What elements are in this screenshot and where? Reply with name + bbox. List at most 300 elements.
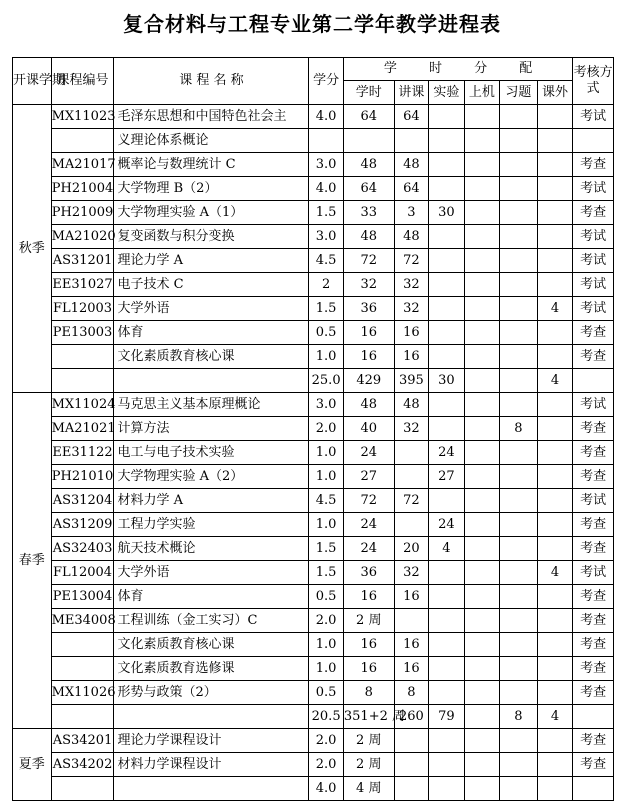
term-label: 夏季	[13, 729, 52, 801]
cell-lecture: 16	[394, 321, 429, 345]
header-computer: 上机	[464, 81, 500, 105]
cell-computer	[464, 105, 500, 129]
cell-lecture: 20	[394, 537, 429, 561]
cell-extra	[537, 393, 573, 417]
cell-hours: 2 周	[343, 609, 394, 633]
cell-credit: 3.0	[309, 225, 344, 249]
cell-credit: 1.0	[309, 513, 344, 537]
course-code: MX11023	[51, 105, 114, 129]
cell-computer	[464, 249, 500, 273]
cell-exercise	[500, 129, 538, 153]
cell-lecture: 32	[394, 273, 429, 297]
exam-type: 考查	[573, 513, 614, 537]
table-row	[13, 417, 614, 441]
cell-lab	[429, 297, 465, 321]
cell-hours: 2 周	[343, 753, 394, 777]
total-credit: 4.0	[309, 777, 344, 801]
course-code: EE31122	[51, 441, 114, 465]
course-name: 文化素质教育核心课	[114, 633, 309, 657]
course-code: MX11026	[51, 681, 114, 705]
cell-extra	[537, 273, 573, 297]
cell-exercise	[500, 393, 538, 417]
cell-hours: 48	[343, 393, 394, 417]
cell-computer	[464, 345, 500, 369]
cell-lab	[429, 393, 465, 417]
cell-lecture: 48	[394, 153, 429, 177]
cell-credit: 1.0	[309, 441, 344, 465]
table-row	[13, 681, 614, 705]
course-code: FL12003	[51, 297, 114, 321]
cell-extra	[537, 537, 573, 561]
cell-hours: 33	[343, 201, 394, 225]
total-exam-empty	[573, 369, 614, 393]
cell-hours: 16	[343, 633, 394, 657]
cell-credit: 2.0	[309, 417, 344, 441]
cell-exercise: 8	[500, 417, 538, 441]
cell-computer	[464, 633, 500, 657]
cell-lecture: 16	[394, 345, 429, 369]
cell-lab	[429, 561, 465, 585]
cell-computer	[464, 201, 500, 225]
cell-exercise	[500, 153, 538, 177]
total-exercise	[500, 369, 538, 393]
cell-computer	[464, 441, 500, 465]
cell-lecture: 64	[394, 105, 429, 129]
table-row	[13, 441, 614, 465]
course-code: ME34008	[51, 609, 114, 633]
cell-lab	[429, 105, 465, 129]
table-row	[13, 513, 614, 537]
header-exercise: 习题	[500, 81, 538, 105]
cell-lab	[429, 657, 465, 681]
cell-credit: 1.5	[309, 297, 344, 321]
exam-type: 考试	[573, 561, 614, 585]
course-name: 大学物理实验 A（1）	[114, 201, 309, 225]
cell-credit: 1.0	[309, 465, 344, 489]
cell-lab	[429, 225, 465, 249]
cell-lab	[429, 681, 465, 705]
cell-hours: 16	[343, 345, 394, 369]
exam-type: 考查	[573, 201, 614, 225]
cell-exercise	[500, 105, 538, 129]
course-code: MA21021	[51, 417, 114, 441]
course-code: PE13004	[51, 585, 114, 609]
cell-hours: 16	[343, 321, 394, 345]
total-hours: 4 周	[343, 777, 394, 801]
cell-credit: 1.0	[309, 633, 344, 657]
cell-extra: 4	[537, 297, 573, 321]
table-row	[13, 657, 614, 681]
course-name: 文化素质教育选修课	[114, 657, 309, 681]
header-hours-group: 学 时 分 配	[343, 58, 572, 81]
cell-extra	[537, 321, 573, 345]
cell-hours: 2 周	[343, 729, 394, 753]
course-name: 大学外语	[114, 561, 309, 585]
header-code: 课程编号	[51, 58, 114, 105]
course-name: 理论力学课程设计	[114, 729, 309, 753]
cell-computer	[464, 585, 500, 609]
total-computer	[464, 777, 500, 801]
cell-exercise	[500, 273, 538, 297]
cell-computer	[464, 753, 500, 777]
cell-credit: 1.0	[309, 345, 344, 369]
cell-extra	[537, 753, 573, 777]
course-name: 工程训练（金工实习）C	[114, 609, 309, 633]
total-row	[13, 705, 614, 729]
cell-lecture	[394, 609, 429, 633]
cell-hours: 24	[343, 441, 394, 465]
cell-lab	[429, 753, 465, 777]
cell-credit: 1.5	[309, 537, 344, 561]
cell-hours: 64	[343, 105, 394, 129]
cell-computer	[464, 513, 500, 537]
table-row	[13, 609, 614, 633]
course-code: AS32403	[51, 537, 114, 561]
cell-lab	[429, 609, 465, 633]
exam-type: 考试	[573, 177, 614, 201]
cell-computer	[464, 561, 500, 585]
cell-credit	[309, 129, 344, 153]
cell-hours: 72	[343, 249, 394, 273]
exam-type: 考查	[573, 321, 614, 345]
course-code: FL12004	[51, 561, 114, 585]
total-code-empty	[51, 777, 114, 801]
course-name: 理论力学 A	[114, 249, 309, 273]
cell-extra	[537, 633, 573, 657]
cell-lab	[429, 153, 465, 177]
cell-exercise	[500, 729, 538, 753]
cell-computer	[464, 417, 500, 441]
cell-credit: 0.5	[309, 321, 344, 345]
cell-lab	[429, 633, 465, 657]
table-row	[13, 105, 614, 129]
cell-lab	[429, 129, 465, 153]
course-code: MA21020	[51, 225, 114, 249]
total-credit: 20.5	[309, 705, 344, 729]
cell-computer	[464, 489, 500, 513]
table-row	[13, 153, 614, 177]
cell-extra	[537, 585, 573, 609]
cell-lab	[429, 249, 465, 273]
course-name: 概率论与数理统计 C	[114, 153, 309, 177]
total-lab: 79	[429, 705, 465, 729]
course-code	[51, 129, 114, 153]
course-name: 义理论体系概论	[114, 129, 309, 153]
cell-credit: 3.0	[309, 393, 344, 417]
term-label: 春季	[13, 393, 52, 729]
table-row	[13, 633, 614, 657]
cell-hours: 72	[343, 489, 394, 513]
page-title: 复合材料与工程专业第二学年教学进程表	[123, 12, 501, 36]
table-row	[13, 201, 614, 225]
exam-type: 考试	[573, 393, 614, 417]
cell-lecture	[394, 753, 429, 777]
total-computer	[464, 369, 500, 393]
cell-exercise	[500, 513, 538, 537]
course-code: PH21010	[51, 465, 114, 489]
table-row	[13, 345, 614, 369]
cell-computer	[464, 153, 500, 177]
cell-credit: 2.0	[309, 753, 344, 777]
course-name: 复变函数与积分变换	[114, 225, 309, 249]
cell-extra	[537, 177, 573, 201]
cell-hours: 16	[343, 585, 394, 609]
total-exam-empty	[573, 777, 614, 801]
table-row	[13, 273, 614, 297]
header-hours: 学时	[343, 81, 394, 105]
exam-type: 考查	[573, 729, 614, 753]
table-row	[13, 465, 614, 489]
cell-lecture: 8	[394, 681, 429, 705]
header-term: 开课学期	[13, 58, 52, 105]
cell-extra	[537, 129, 573, 153]
cell-lecture: 32	[394, 417, 429, 441]
cell-exercise	[500, 345, 538, 369]
table-row	[13, 753, 614, 777]
table-row	[13, 537, 614, 561]
course-name: 航天技术概论	[114, 537, 309, 561]
course-code: PE13003	[51, 321, 114, 345]
header-name: 课 程 名 称	[114, 58, 309, 105]
exam-type: 考查	[573, 465, 614, 489]
cell-credit: 2.0	[309, 729, 344, 753]
cell-extra	[537, 681, 573, 705]
total-lab	[429, 777, 465, 801]
course-name: 马克思主义基本原理概论	[114, 393, 309, 417]
cell-credit: 1.5	[309, 201, 344, 225]
header-lab: 实验	[429, 81, 465, 105]
cell-credit: 1.5	[309, 561, 344, 585]
cell-extra	[537, 249, 573, 273]
cell-extra	[537, 513, 573, 537]
total-exam-empty	[573, 705, 614, 729]
cell-computer	[464, 177, 500, 201]
cell-lab	[429, 417, 465, 441]
cell-exercise	[500, 537, 538, 561]
table-row	[13, 249, 614, 273]
course-code: AS34202	[51, 753, 114, 777]
exam-type: 考查	[573, 537, 614, 561]
table-row	[13, 393, 614, 417]
cell-exercise	[500, 201, 538, 225]
total-lab: 30	[429, 369, 465, 393]
total-exercise	[500, 777, 538, 801]
total-lecture	[394, 777, 429, 801]
exam-type: 考查	[573, 657, 614, 681]
total-credit: 25.0	[309, 369, 344, 393]
total-extra: 4	[537, 705, 573, 729]
total-lecture: 260	[394, 705, 429, 729]
course-code: EE31027	[51, 273, 114, 297]
cell-computer	[464, 273, 500, 297]
cell-lecture	[394, 129, 429, 153]
cell-credit: 4.0	[309, 177, 344, 201]
exam-type: 考查	[573, 633, 614, 657]
cell-exercise	[500, 177, 538, 201]
course-code: AS31209	[51, 513, 114, 537]
cell-hours: 48	[343, 153, 394, 177]
course-name: 材料力学课程设计	[114, 753, 309, 777]
cell-hours	[343, 129, 394, 153]
cell-exercise	[500, 249, 538, 273]
cell-extra	[537, 201, 573, 225]
cell-hours: 48	[343, 225, 394, 249]
exam-type: 考查	[573, 681, 614, 705]
total-name-empty	[114, 777, 309, 801]
course-code: PH21004	[51, 177, 114, 201]
cell-extra	[537, 657, 573, 681]
total-hours: 351+2 周	[343, 705, 394, 729]
total-row	[13, 369, 614, 393]
course-name: 毛泽东思想和中国特色社会主	[114, 105, 309, 129]
cell-lab	[429, 321, 465, 345]
cell-credit: 2.0	[309, 609, 344, 633]
cell-exercise	[500, 321, 538, 345]
cell-lecture: 16	[394, 585, 429, 609]
exam-type: 考查	[573, 753, 614, 777]
cell-extra	[537, 465, 573, 489]
cell-computer	[464, 681, 500, 705]
course-code: MX11024	[51, 393, 114, 417]
table-row	[13, 729, 614, 753]
exam-type: 考试	[573, 489, 614, 513]
cell-computer	[464, 321, 500, 345]
cell-lecture: 16	[394, 657, 429, 681]
table-row	[13, 129, 614, 153]
course-code	[51, 657, 114, 681]
table-row	[13, 585, 614, 609]
cell-lab: 24	[429, 513, 465, 537]
total-lecture: 395	[394, 369, 429, 393]
cell-credit: 1.0	[309, 657, 344, 681]
cell-extra	[537, 729, 573, 753]
course-name: 材料力学 A	[114, 489, 309, 513]
cell-hours: 36	[343, 297, 394, 321]
cell-lab: 30	[429, 201, 465, 225]
course-code: PH21009	[51, 201, 114, 225]
cell-hours: 40	[343, 417, 394, 441]
table-row	[13, 489, 614, 513]
cell-extra	[537, 225, 573, 249]
cell-extra	[537, 345, 573, 369]
exam-type: 考查	[573, 153, 614, 177]
cell-lecture: 48	[394, 393, 429, 417]
cell-lecture: 3	[394, 201, 429, 225]
cell-lecture: 16	[394, 633, 429, 657]
cell-extra	[537, 609, 573, 633]
cell-credit: 2	[309, 273, 344, 297]
cell-lecture: 72	[394, 249, 429, 273]
table-row	[13, 177, 614, 201]
cell-exercise	[500, 489, 538, 513]
total-exercise: 8	[500, 705, 538, 729]
cell-exercise	[500, 585, 538, 609]
cell-hours: 16	[343, 657, 394, 681]
cell-lecture: 32	[394, 297, 429, 321]
cell-lab: 24	[429, 441, 465, 465]
cell-extra	[537, 441, 573, 465]
header-credit: 学分	[309, 58, 344, 105]
exam-type: 考试	[573, 225, 614, 249]
cell-hours: 27	[343, 465, 394, 489]
exam-type	[573, 129, 614, 153]
table-row	[13, 225, 614, 249]
table-row	[13, 561, 614, 585]
exam-type: 考试	[573, 105, 614, 129]
cell-extra	[537, 417, 573, 441]
cell-computer	[464, 225, 500, 249]
total-name-empty	[114, 705, 309, 729]
total-row	[13, 777, 614, 801]
cell-extra: 4	[537, 561, 573, 585]
exam-type: 考查	[573, 609, 614, 633]
exam-type: 考查	[573, 585, 614, 609]
header-lecture: 讲课	[394, 81, 429, 105]
cell-hours: 24	[343, 513, 394, 537]
cell-lab: 27	[429, 465, 465, 489]
course-code: AS31201	[51, 249, 114, 273]
exam-type: 考查	[573, 417, 614, 441]
cell-exercise	[500, 609, 538, 633]
cell-extra	[537, 489, 573, 513]
cell-hours: 36	[343, 561, 394, 585]
cell-hours: 24	[343, 537, 394, 561]
cell-lab	[429, 729, 465, 753]
total-extra	[537, 777, 573, 801]
cell-computer	[464, 537, 500, 561]
cell-credit: 3.0	[309, 153, 344, 177]
cell-computer	[464, 657, 500, 681]
course-code: MA21017	[51, 153, 114, 177]
cell-hours: 32	[343, 273, 394, 297]
total-code-empty	[51, 705, 114, 729]
total-name-empty	[114, 369, 309, 393]
exam-type: 考试	[573, 273, 614, 297]
cell-exercise	[500, 225, 538, 249]
cell-exercise	[500, 465, 538, 489]
cell-hours: 64	[343, 177, 394, 201]
cell-lab	[429, 345, 465, 369]
cell-computer	[464, 393, 500, 417]
cell-credit: 4.5	[309, 249, 344, 273]
course-name: 文化素质教育核心课	[114, 345, 309, 369]
cell-exercise	[500, 681, 538, 705]
course-name: 计算方法	[114, 417, 309, 441]
exam-type: 考查	[573, 345, 614, 369]
term-label: 秋季	[13, 105, 52, 393]
cell-computer	[464, 609, 500, 633]
cell-lecture: 48	[394, 225, 429, 249]
course-name: 体育	[114, 321, 309, 345]
cell-lecture	[394, 441, 429, 465]
schedule-table	[12, 57, 614, 801]
course-name: 电子技术 C	[114, 273, 309, 297]
cell-computer	[464, 729, 500, 753]
cell-lecture	[394, 729, 429, 753]
course-name: 形势与政策（2）	[114, 681, 309, 705]
cell-lab	[429, 273, 465, 297]
cell-extra	[537, 153, 573, 177]
total-computer	[464, 705, 500, 729]
cell-exercise	[500, 297, 538, 321]
cell-computer	[464, 465, 500, 489]
exam-type: 考试	[573, 297, 614, 321]
table-row	[13, 297, 614, 321]
course-name: 大学物理实验 A（2）	[114, 465, 309, 489]
cell-credit: 4.5	[309, 489, 344, 513]
cell-computer	[464, 129, 500, 153]
exam-type: 考试	[573, 249, 614, 273]
